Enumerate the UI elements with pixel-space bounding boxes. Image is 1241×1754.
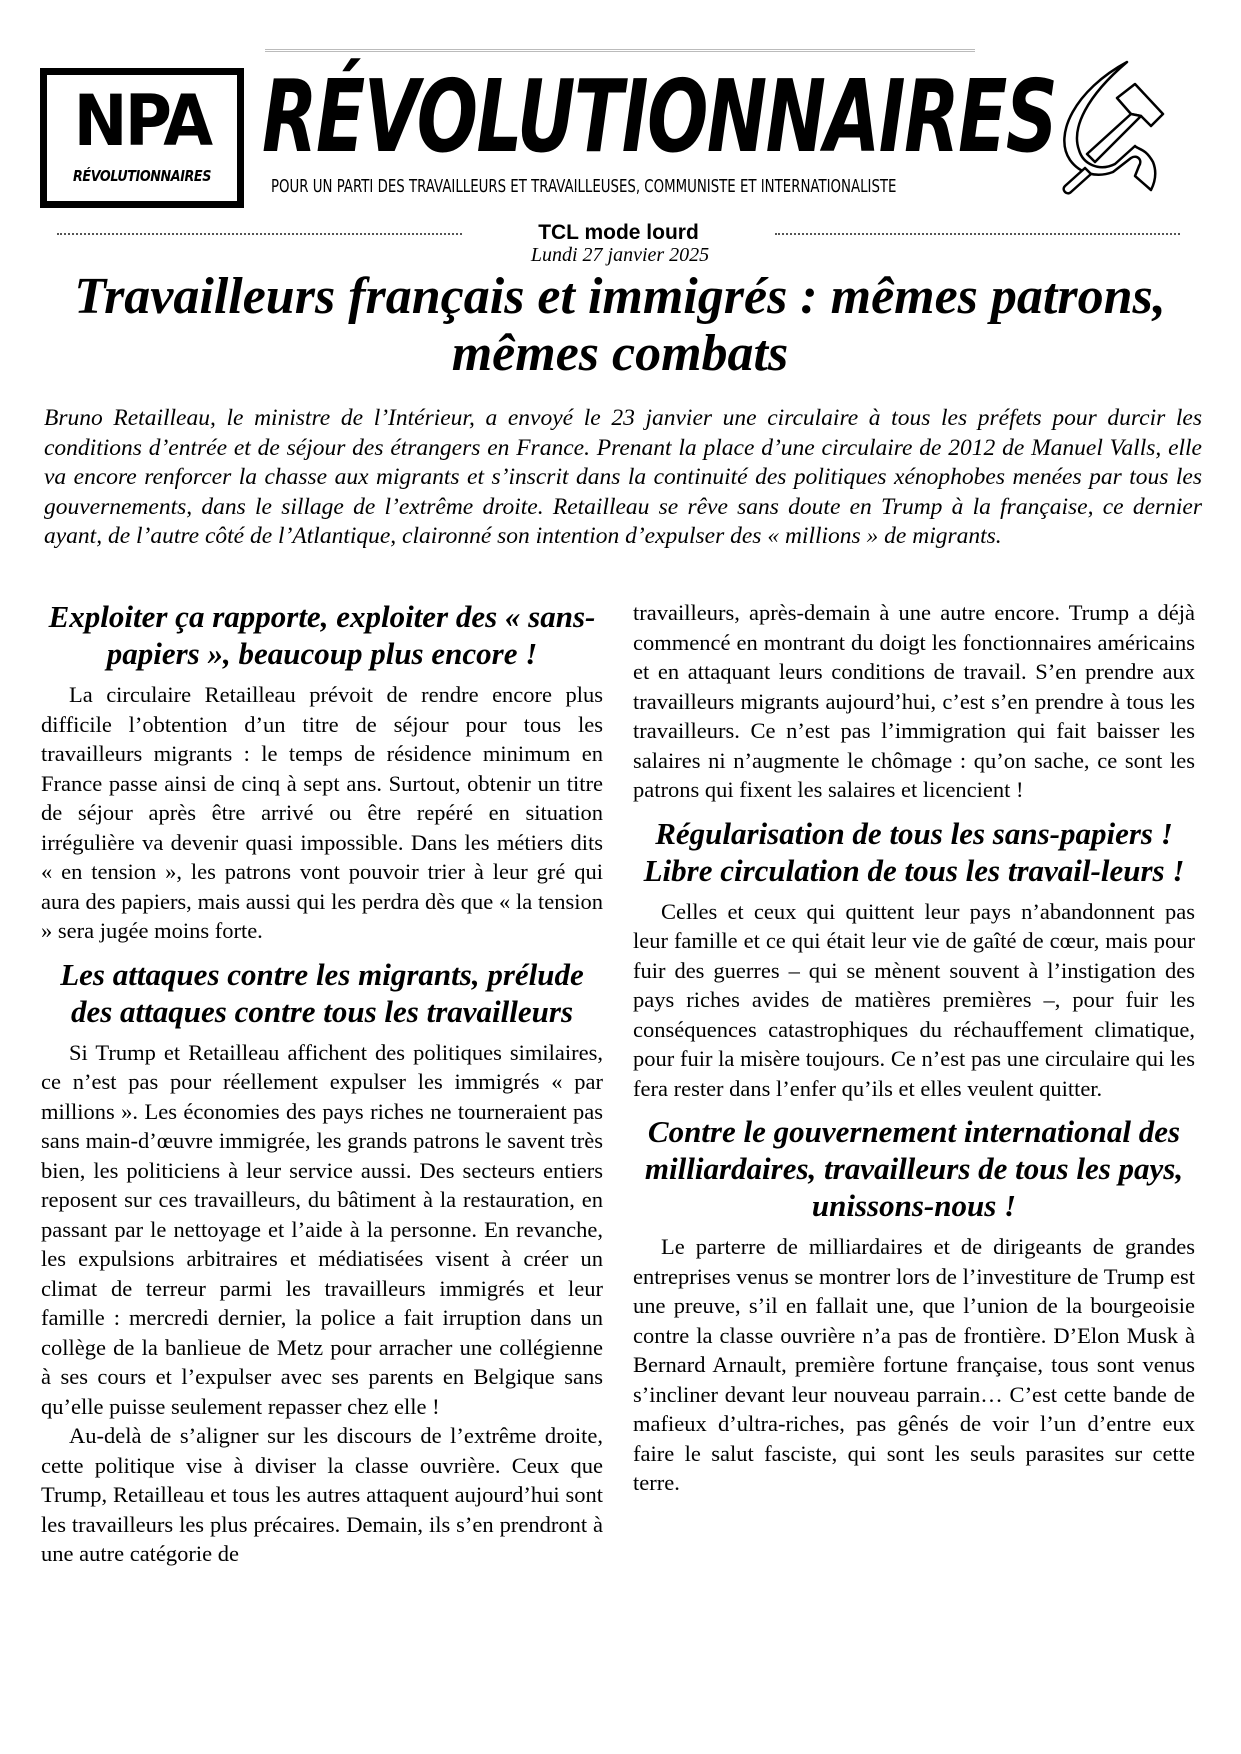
page-headline: Travailleurs français et immigrés : mêmes patrons, mêmes combats <box>74 268 1166 382</box>
masthead-top-rule <box>265 49 975 52</box>
section-4-paragraph: Le parterre de milliardaires et de dirigeants de grandes entreprises venus se montrer lors de l’investiture de Trump est une preuve, s’il en fallait une, que l’union de la bourgeoisie contre la classe ouvrière n’a pas de frontière. D’Elon Musk à Bernard Arnault, première fortune française, tous sont venus s’incliner devant leur nouveau parrain… C’est cette bande de mafieux d’ultra-riches, pas gênés de voir l’un d’entre eux faire le salut fasciste, qui sont les seuls parasites sur cette terre. <box>633 1234 1195 1495</box>
dotted-divider-left <box>57 233 462 235</box>
section-heading-3: Régularisation de tous les sans-papiers ! Libre circulation de tous les travail-leurs ! <box>643 815 1185 888</box>
section-2-paragraph-2-continued: travailleurs, après-demain à une autre encore. Trump a déjà commencé en montrant du doigt les fonctionnaires américains et en attaquant leurs conditions de travail. S’en prendre aux travailleurs migrants aujourd’hui, c’est s’en prendre à tous les travailleurs. Ce n’est pas l’immigration qui fait baisser les salaires ni n’augmente le chômage : qu’on sache, ce sont les patrons qui fixent les salaires et licencient ! <box>633 600 1195 802</box>
section-3-paragraph: Celles et ceux qui quittent leur pays n’abandonnent pas leur famille et ce qui était leur vie de gaîté de cœur, mais pour fuir des guerres – qui se mènent souvent à l’instigation des pays riches avides de matières premières –, pour fuir les conséquences catastrophiques du réchauffement climatique, pour fuir la misère toujours. Ce n’est pas une circulaire qui les fera rester dans l’enfer qu’ils et elles veulent quitter. <box>633 898 1195 1101</box>
masthead-text: RÉVOLUTIONNAIRES <box>262 58 1057 175</box>
section-1-paragraph: La circulaire Retailleau prévoit de rendre encore plus difficile l’obtention d’un titre de séjour pour tous les travailleurs migrants : le temps de résidence minimum en France passe ainsi de cinq à sept ans. Surtout, obtenir un titre de séjour après être arrivé ou être repéré en situation irrégulière va devenir quasi impossible. Dans les métiers dits « en tension », les patrons vont pouvoir trier à leur gré qui aura des papiers, mais aussi qui les perdra dès que « la tension » sera jugée moins forte. <box>41 682 603 943</box>
section-heading-4: Contre le gouvernement international des milliardaires, travailleurs de tous les pays, unissons-nous ! <box>644 1114 1184 1223</box>
logo-subtitle: RÉVOLUTIONNAIRES <box>73 167 211 185</box>
article-column-right <box>633 598 1195 1498</box>
dotted-divider-right <box>775 233 1180 235</box>
article-column-left <box>41 598 603 1569</box>
section-2-paragraph-1: Si Trump et Retailleau affichent des politiques similaires, ce n’est pas pour réellement expulser les immigrés « par millions ». Les économies des pays riches ne tourneraient pas sans main-d’œuvre immigrée, les grands patrons le savent très bien, les politiciens à leur service aussi. Des secteurs entiers reposent sur ces travailleurs, du bâtiment à la restauration, en passant par le nettoyage et l’aide à la personne. En revanche, les expulsions arbitraires et médiatisées visent à créer un climat de terreur parmi les travailleurs immigrés et leur famille : mercredi dernier, la police a fait irruption dans un collège de la banlieue de Metz pour arracher une collégienne à ses cours et l’expulser avec ses parents en Belgique sans qu’elle puisse seulement repasser chez elle ! <box>41 1039 603 1419</box>
masthead-title <box>262 58 1057 175</box>
npa-logo <box>40 68 244 208</box>
edition-date: Lundi 27 janvier 2025 <box>530 244 710 266</box>
logo-acronym: NPA <box>73 80 211 162</box>
intro-paragraph: Bruno Retailleau, le ministre de l’Intérieur, a envoyé le 23 janvier une circulaire à tous les préfets pour durcir les conditions d’entrée et de séjour des étrangers en France. Prenant la place d’une circulaire de 2012 de Manuel Valls, elle va encore renforcer la chasse aux migrants et s’inscrit dans la continuité des politiques xénophobes menées par tous les gouvernements, dans le sillage de l’extrême droite. Retailleau se rêve sans doute en Trump à la française, ce dernier ayant, de l’autre côté de l’Atlantique, claironné son intention d’expulser des « millions » de migrants. <box>44 405 1202 549</box>
hammer-and-sickle-icon <box>1035 50 1165 200</box>
section-heading-2: Les attaques contre les migrants, prélude des attaques contre tous les travailleurs <box>60 956 584 1029</box>
edition-name: TCL mode lourd <box>538 221 699 244</box>
section-heading-1: Exploiter ça rapporte, exploiter des « sans-papiers », beaucoup plus encore ! <box>48 599 596 671</box>
section-2-paragraph-2: Au-delà de s’aligner sur les discours de l’extrême droite, cette politique vise à diviser la classe ouvrière. Ceux que Trump, Retailleau et tous les autres attaquent aujourd’hui sont les travailleurs les plus précaires. Demain, ils s’en prendront à une autre catégorie de <box>41 1423 603 1566</box>
tagline-text: POUR UN PARTI DES TRAVAILLEURS ET TRAVAILLEUSES, COMMUNISTE ET INTERNATIONALISTE <box>271 176 897 197</box>
masthead-tagline <box>271 176 991 198</box>
